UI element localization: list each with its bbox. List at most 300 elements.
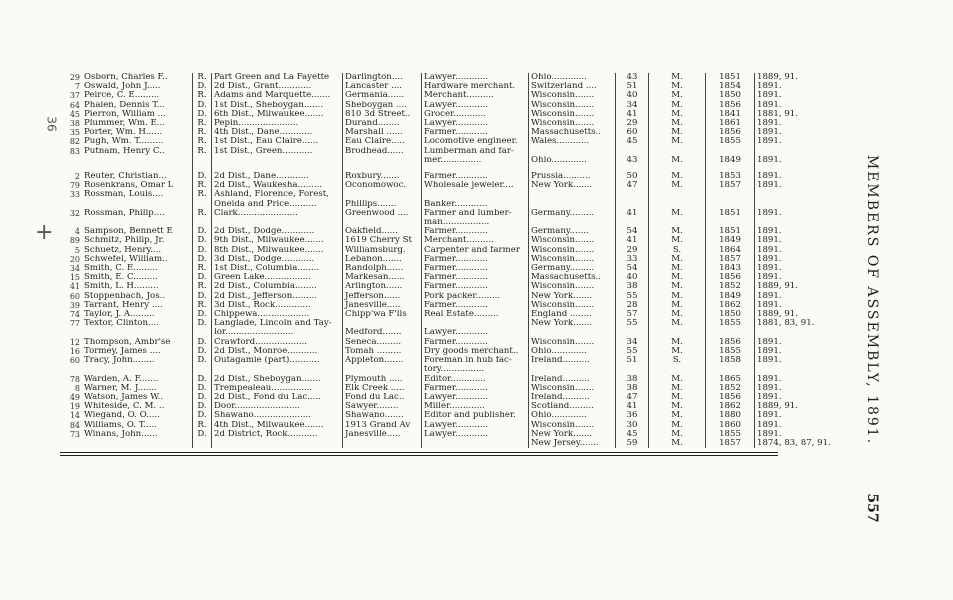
- member-number-cell: 32: [69, 208, 80, 218]
- sessions-served-cell: 1891.: [755, 119, 833, 128]
- post-office-cell: Greenwood ....: [343, 209, 422, 218]
- party-affiliation-cell: D.: [193, 82, 212, 91]
- party-affiliation-cell: R.: [193, 119, 212, 128]
- year-settled-cell: 1860: [706, 421, 755, 430]
- civil-status-cell: M.: [649, 301, 706, 310]
- district-cell: 3d Dist., Dodge............: [212, 255, 343, 264]
- member-name-cell: Schuetz, Henry....: [84, 245, 162, 255]
- district-cell: 2d Dist., Dane............: [212, 172, 343, 181]
- sessions-served-cell: [755, 365, 833, 374]
- age-cell: [616, 328, 649, 337]
- post-office-cell: [343, 156, 422, 165]
- occupation-cell: Locomotive engineer.: [422, 137, 529, 146]
- age-cell: 50: [616, 172, 649, 181]
- district-cell: Adams and Marquette.......: [212, 91, 343, 100]
- party-affiliation-cell: D.: [193, 338, 212, 347]
- post-office-cell: Randolph......: [343, 264, 422, 273]
- member-number-cell: 34: [69, 264, 80, 274]
- table-row: [56, 310, 833, 319]
- civil-status-cell: M.: [649, 110, 706, 119]
- table-row: [56, 128, 833, 137]
- civil-status-cell: M.: [649, 439, 706, 448]
- birthplace-cell: [529, 365, 616, 374]
- birthplace-cell: New York.......: [529, 319, 616, 328]
- age-cell: 45: [616, 137, 649, 146]
- civil-status-cell: M.: [649, 236, 706, 245]
- party-affiliation-cell: D.: [193, 310, 212, 319]
- birthplace-cell: [529, 328, 616, 337]
- age-cell: 54: [616, 227, 649, 236]
- sessions-served-cell: 1881, 91.: [755, 110, 833, 119]
- post-office-cell: [343, 218, 422, 227]
- occupation-cell: Grocer............: [422, 110, 529, 119]
- member-number-cell: 82: [69, 137, 80, 147]
- district-cell: [212, 156, 343, 165]
- occupation-cell: Miller.............: [422, 402, 529, 411]
- birthplace-cell: Wisconsin.......: [529, 301, 616, 310]
- civil-status-cell: M.: [649, 227, 706, 236]
- table-body: [56, 73, 833, 448]
- year-settled-cell: 1851: [706, 73, 755, 82]
- district-cell: Trempealeau...............: [212, 384, 343, 393]
- district-cell: 2d Dist., Sheboygan.......: [212, 375, 343, 384]
- occupation-cell: Lawyer............: [422, 393, 529, 402]
- party-affiliation-cell: D.: [193, 319, 212, 328]
- sessions-served-cell: 1891.: [755, 209, 833, 218]
- occupation-cell: [422, 319, 529, 328]
- member-number-cell: 41: [69, 282, 80, 292]
- sessions-served-cell: 1891.: [755, 91, 833, 100]
- post-office-cell: Jefferson......: [343, 292, 422, 301]
- year-settled-cell: [706, 190, 755, 199]
- member-name-cell: Tracy, John........: [84, 356, 155, 366]
- year-settled-cell: 1857: [706, 255, 755, 264]
- occupation-cell: Farmer............: [422, 273, 529, 282]
- table-row: [56, 402, 833, 411]
- civil-status-cell: M.: [649, 402, 706, 411]
- civil-status-cell: M.: [649, 292, 706, 301]
- party-affiliation-cell: D.: [193, 375, 212, 384]
- age-cell: 34: [616, 338, 649, 347]
- birthplace-cell: Ohio.............: [529, 411, 616, 420]
- party-affiliation-cell: [193, 200, 212, 209]
- age-cell: [616, 190, 649, 199]
- birthplace-cell: Wisconsin.......: [529, 246, 616, 255]
- post-office-cell: Lebanon.......: [343, 255, 422, 264]
- year-settled-cell: 1856: [706, 101, 755, 110]
- sessions-served-cell: 1891.: [755, 181, 833, 190]
- civil-status-cell: M.: [649, 273, 706, 282]
- post-office-cell: Plymouth .....: [343, 375, 422, 384]
- birthplace-cell: Massachusetts..: [529, 273, 616, 282]
- post-office-cell: Brodhead......: [343, 147, 422, 156]
- member-name-cell: Smith, C. E.........: [84, 264, 158, 274]
- civil-status-cell: M.: [649, 181, 706, 190]
- birthplace-cell: Prussia..........: [529, 172, 616, 181]
- party-affiliation-cell: R.: [193, 209, 212, 218]
- party-affiliation-cell: [193, 439, 212, 448]
- post-office-cell: Markesan......: [343, 273, 422, 282]
- age-cell: 43: [616, 156, 649, 165]
- birthplace-cell: Switzerland ....: [529, 82, 616, 91]
- civil-status-cell: M.: [649, 393, 706, 402]
- member-number-cell: 79: [69, 181, 80, 191]
- post-office-cell: Janesville.....: [343, 301, 422, 310]
- occupation-cell: Farmer............: [422, 227, 529, 236]
- party-affiliation-cell: D.: [193, 347, 212, 356]
- member-name-cell: Pierron, William ...: [84, 109, 166, 119]
- age-cell: 38: [616, 384, 649, 393]
- member-name-cell: Plummer, Wm. E...: [84, 119, 165, 129]
- member-name-cell: [82, 365, 193, 374]
- member-name-cell: Thompson, Ambr'se: [84, 337, 171, 347]
- party-affiliation-cell: R.: [193, 421, 212, 430]
- civil-status-cell: M.: [649, 282, 706, 291]
- district-cell: 2d Dist., Columbia........: [212, 282, 343, 291]
- party-affiliation-cell: D.: [193, 384, 212, 393]
- civil-status-cell: M.: [649, 255, 706, 264]
- birthplace-cell: New York.......: [529, 430, 616, 439]
- party-affiliation-cell: D.: [193, 411, 212, 420]
- table-row: [56, 328, 833, 337]
- sessions-served-cell: 1881, 83, 91.: [755, 319, 833, 328]
- district-cell: 4th Dist., Milwaukee.......: [212, 421, 343, 430]
- civil-status-cell: M.: [649, 264, 706, 273]
- member-name-cell: [82, 165, 193, 172]
- district-cell: Part Green and La Fayette: [212, 73, 343, 82]
- occupation-cell: Farmer............: [422, 301, 529, 310]
- member-name-cell: Osborn, Charles F..: [84, 73, 168, 82]
- district-cell: Pepin......................: [212, 119, 343, 128]
- table-row: [56, 119, 833, 128]
- occupation-cell: man.................: [422, 218, 529, 227]
- member-number-cell: [56, 218, 82, 227]
- table-row: [56, 430, 833, 439]
- district-cell: [212, 218, 343, 227]
- member-name-cell: Rossman, Louis....: [84, 190, 164, 200]
- table-row: [56, 375, 833, 384]
- post-office-cell: 1619 Cherry St: [343, 236, 422, 245]
- occupation-cell: [422, 165, 529, 172]
- birthplace-cell: Wisconsin.......: [529, 110, 616, 119]
- member-number-cell: [56, 328, 82, 337]
- table-row: [56, 82, 833, 91]
- member-number-cell: 74: [69, 310, 80, 320]
- occupation-cell: Banker............: [422, 200, 529, 209]
- district-cell: 1st Dist., Eau Claire......: [212, 137, 343, 146]
- civil-status-cell: M.: [649, 172, 706, 181]
- table-row: [56, 147, 833, 156]
- party-affiliation-cell: [193, 156, 212, 165]
- sessions-served-cell: 1891.: [755, 246, 833, 255]
- member-number-cell: 60: [69, 356, 80, 366]
- member-number-cell: 73: [69, 429, 80, 439]
- birthplace-cell: Germany.........: [529, 209, 616, 218]
- district-cell: 1st Dist., Columbia........: [212, 264, 343, 273]
- occupation-cell: Farmer............: [422, 255, 529, 264]
- table-row: [56, 227, 833, 236]
- member-name-cell: Rosenkrans, Omar L: [84, 181, 174, 191]
- district-cell: 2d Dist., Waukesha.........: [212, 181, 343, 190]
- party-affiliation-cell: R.: [193, 264, 212, 273]
- sessions-served-cell: 1891.: [755, 430, 833, 439]
- birthplace-cell: [529, 147, 616, 156]
- district-cell: 8th Dist., Milwaukee.......: [212, 246, 343, 255]
- year-settled-cell: 1849: [706, 292, 755, 301]
- sessions-served-cell: 1891.: [755, 292, 833, 301]
- member-number-cell: 15: [69, 273, 80, 283]
- member-name-cell: Tormey, James ....: [84, 346, 161, 356]
- member-number-cell: 39: [69, 300, 80, 310]
- sessions-served-cell: 1889, 91.: [755, 73, 833, 82]
- party-affiliation-cell: R.: [193, 147, 212, 156]
- birthplace-cell: Ireland..........: [529, 393, 616, 402]
- district-cell: 4th Dist., Dane............: [212, 128, 343, 137]
- age-cell: 55: [616, 319, 649, 328]
- table-row: [56, 384, 833, 393]
- civil-status-cell: M.: [649, 384, 706, 393]
- year-settled-cell: 1865: [706, 375, 755, 384]
- occupation-cell: Farmer............: [422, 338, 529, 347]
- member-number-cell: 84: [69, 420, 80, 430]
- year-settled-cell: 1855: [706, 430, 755, 439]
- district-cell: Ashland, Florence, Forest,: [212, 190, 343, 199]
- table-bottom-rule: [60, 452, 778, 458]
- occupation-cell: Lawyer............: [422, 328, 529, 337]
- table-row: [56, 181, 833, 190]
- member-name-cell: Peirce, C. E.........: [84, 91, 160, 101]
- age-cell: 38: [616, 375, 649, 384]
- year-settled-cell: [706, 165, 755, 172]
- year-settled-cell: 1852: [706, 282, 755, 291]
- civil-status-cell: M.: [649, 82, 706, 91]
- table-row: [56, 282, 833, 291]
- age-cell: 47: [616, 181, 649, 190]
- age-cell: [616, 165, 649, 172]
- year-settled-cell: 1856: [706, 393, 755, 402]
- district-cell: Shawano.....................: [212, 411, 343, 420]
- table-row: [56, 165, 833, 172]
- age-cell: 55: [616, 347, 649, 356]
- member-name-cell: [82, 328, 193, 337]
- year-settled-cell: 1851: [706, 209, 755, 218]
- member-name-cell: Taylor, J. A.........: [84, 310, 155, 320]
- age-cell: 36: [616, 411, 649, 420]
- table-row: [56, 439, 833, 448]
- year-settled-cell: 1857: [706, 439, 755, 448]
- birthplace-cell: Wisconsin.......: [529, 91, 616, 100]
- member-name-cell: Warner, M. J.......: [84, 383, 157, 393]
- assembly-members-table: [56, 73, 833, 448]
- year-settled-cell: 1853: [706, 172, 755, 181]
- member-name-cell: [82, 200, 193, 209]
- birthplace-cell: Wisconsin.......: [529, 101, 616, 110]
- year-settled-cell: 1843: [706, 264, 755, 273]
- district-cell: [212, 365, 343, 374]
- birthplace-cell: Wisconsin.......: [529, 384, 616, 393]
- occupation-cell: [422, 439, 529, 448]
- party-affiliation-cell: D.: [193, 402, 212, 411]
- post-office-cell: Medford.......: [343, 328, 422, 337]
- age-cell: [616, 365, 649, 374]
- party-affiliation-cell: [193, 165, 212, 172]
- post-office-cell: Germania......: [343, 91, 422, 100]
- post-office-cell: Chipp'wa F'lls: [343, 310, 422, 319]
- post-office-cell: [343, 439, 422, 448]
- party-affiliation-cell: D.: [193, 255, 212, 264]
- member-number-cell: 89: [69, 236, 80, 246]
- table-row: [56, 209, 833, 218]
- party-affiliation-cell: D.: [193, 172, 212, 181]
- post-office-cell: Eau Claire.....: [343, 137, 422, 146]
- year-settled-cell: [706, 218, 755, 227]
- occupation-cell: Farmer............: [422, 128, 529, 137]
- civil-status-cell: M.: [649, 338, 706, 347]
- table-row: [56, 319, 833, 328]
- member-number-cell: [56, 200, 82, 209]
- district-cell: Chippewa...................: [212, 310, 343, 319]
- post-office-cell: Appleton.......: [343, 356, 422, 365]
- birthplace-cell: New Jersey.......: [529, 439, 616, 448]
- member-number-cell: [56, 365, 82, 374]
- occupation-cell: Hardware merchant.: [422, 82, 529, 91]
- sessions-served-cell: 1891.: [755, 273, 833, 282]
- civil-status-cell: M.: [649, 119, 706, 128]
- civil-status-cell: M.: [649, 411, 706, 420]
- civil-status-cell: M.: [649, 310, 706, 319]
- sessions-served-cell: [755, 218, 833, 227]
- party-affiliation-cell: R.: [193, 181, 212, 190]
- sessions-served-cell: 1891.: [755, 101, 833, 110]
- birthplace-cell: Massachusetts..: [529, 128, 616, 137]
- table-row: [56, 101, 833, 110]
- civil-status-cell: S.: [649, 356, 706, 365]
- sessions-served-cell: 1889, 91.: [755, 402, 833, 411]
- table-row: [56, 292, 833, 301]
- district-cell: 3d Dist., Rock.............: [212, 301, 343, 310]
- occupation-cell: Foreman in hub fac-: [422, 356, 529, 365]
- birthplace-cell: [529, 165, 616, 172]
- year-settled-cell: 1849: [706, 156, 755, 165]
- occupation-cell: Farmer............: [422, 384, 529, 393]
- table-row: [56, 255, 833, 264]
- post-office-cell: Arlington......: [343, 282, 422, 291]
- occupation-cell: mer...............: [422, 156, 529, 165]
- party-affiliation-cell: D.: [193, 356, 212, 365]
- district-cell: 2d Dist., Monroe...........: [212, 347, 343, 356]
- age-cell: 41: [616, 402, 649, 411]
- sessions-served-cell: [755, 165, 833, 172]
- age-cell: 60: [616, 128, 649, 137]
- member-name-cell: Schwefel, William..: [84, 254, 168, 264]
- sessions-served-cell: 1891.: [755, 301, 833, 310]
- member-number-cell: 14: [69, 411, 80, 421]
- running-head: MEMBERS OF ASSEMBLY, 1891.: [864, 154, 880, 446]
- district-cell: 9th Dist., Milwaukee.......: [212, 236, 343, 245]
- member-name-cell: Oswald, John J.....: [84, 82, 161, 92]
- occupation-cell: Lawyer............: [422, 73, 529, 82]
- table-row: [56, 347, 833, 356]
- year-settled-cell: 1851: [706, 227, 755, 236]
- civil-status-cell: M.: [649, 128, 706, 137]
- civil-status-cell: M.: [649, 375, 706, 384]
- page-number: 557: [864, 493, 880, 523]
- civil-status-cell: M.: [649, 209, 706, 218]
- post-office-cell: Tomah .........: [343, 347, 422, 356]
- sessions-served-cell: 1891.: [755, 338, 833, 347]
- civil-status-cell: M.: [649, 430, 706, 439]
- civil-status-cell: S.: [649, 246, 706, 255]
- year-settled-cell: 1856: [706, 338, 755, 347]
- district-cell: [212, 165, 343, 172]
- member-number-cell: 19: [69, 402, 80, 412]
- party-affiliation-cell: D.: [193, 430, 212, 439]
- occupation-cell: Merchant..........: [422, 91, 529, 100]
- post-office-cell: Oconomowoc.: [343, 181, 422, 190]
- age-cell: 34: [616, 101, 649, 110]
- district-cell: 1st Dist., Sheboygan.......: [212, 101, 343, 110]
- member-number-cell: [56, 439, 82, 448]
- civil-status-cell: [649, 165, 706, 172]
- year-settled-cell: 1855: [706, 319, 755, 328]
- sessions-served-cell: 1891.: [755, 156, 833, 165]
- member-number-cell: 78: [69, 374, 80, 384]
- occupation-cell: Farmer............: [422, 282, 529, 291]
- party-affiliation-cell: R.: [193, 137, 212, 146]
- birthplace-cell: Ohio.............: [529, 347, 616, 356]
- year-settled-cell: 1856: [706, 273, 755, 282]
- member-name-cell: [82, 156, 193, 165]
- margin-mark-top: 36: [44, 116, 59, 132]
- party-affiliation-cell: D.: [193, 246, 212, 255]
- sessions-served-cell: 1891.: [755, 421, 833, 430]
- occupation-cell: Lawyer............: [422, 119, 529, 128]
- post-office-cell: Williamsburg.: [343, 246, 422, 255]
- sessions-served-cell: 1891.: [755, 255, 833, 264]
- table-row: [56, 218, 833, 227]
- table-row: [56, 246, 833, 255]
- civil-status-cell: M.: [649, 137, 706, 146]
- member-number-cell: [56, 165, 82, 172]
- age-cell: 29: [616, 119, 649, 128]
- table-row: [56, 338, 833, 347]
- age-cell: 45: [616, 430, 649, 439]
- occupation-cell: Dry goods merchant..: [422, 347, 529, 356]
- district-cell: 2d District, Rock...........: [212, 430, 343, 439]
- party-affiliation-cell: D.: [193, 101, 212, 110]
- district-cell: 6th Dist., Milwaukee.......: [212, 110, 343, 119]
- year-settled-cell: [706, 365, 755, 374]
- post-office-cell: Marshall ......: [343, 128, 422, 137]
- member-number-cell: 60: [69, 291, 80, 301]
- party-affiliation-cell: R.: [193, 190, 212, 199]
- year-settled-cell: 1880: [706, 411, 755, 420]
- civil-status-cell: M.: [649, 91, 706, 100]
- district-cell: lor.........................: [212, 328, 343, 337]
- age-cell: [616, 200, 649, 209]
- member-number-cell: 37: [69, 91, 80, 101]
- table-row: [56, 421, 833, 430]
- birthplace-cell: [529, 190, 616, 199]
- year-settled-cell: [706, 200, 755, 209]
- sessions-served-cell: 1891.: [755, 227, 833, 236]
- age-cell: 33: [616, 255, 649, 264]
- party-affiliation-cell: D.: [193, 110, 212, 119]
- district-cell: Crawford...................: [212, 338, 343, 347]
- occupation-cell: Lumberman and far-: [422, 147, 529, 156]
- occupation-cell: [422, 190, 529, 199]
- member-number-cell: 83: [69, 146, 80, 156]
